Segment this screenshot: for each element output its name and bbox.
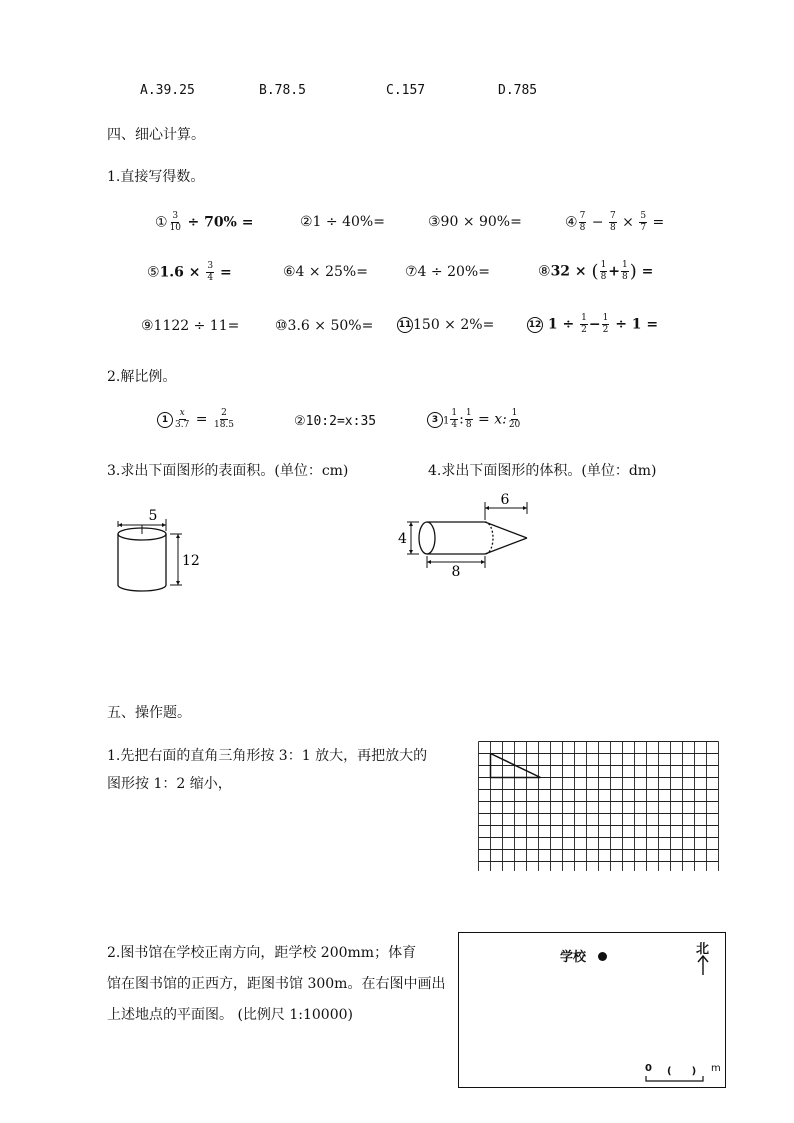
- expression-rest: ÷ 70% =: [187, 214, 254, 231]
- operator: +: [608, 263, 621, 280]
- fraction: $\frac{x}{3.7}$: [175, 408, 190, 430]
- item-marker: ⑧: [538, 263, 551, 280]
- cylinder-figure: [100, 505, 210, 600]
- school-label: 学校: [560, 950, 587, 965]
- proportion-3: [427, 409, 522, 430]
- calc-item-6: ⑥4 × 25%=: [283, 264, 368, 280]
- item-marker: ④: [565, 214, 578, 231]
- operator: −: [588, 316, 601, 333]
- q1-title: 1.直接写得数。: [107, 169, 205, 185]
- fraction: $\frac{7}{8}$: [579, 211, 586, 233]
- cone-length-label: 6: [500, 492, 510, 508]
- q2-title: 2.解比例。: [107, 369, 177, 385]
- scale-zero: 0: [645, 1063, 652, 1074]
- calc-item-9: ⑨1122 ÷ 11=: [141, 318, 240, 334]
- calc-item-8: [538, 261, 653, 282]
- section4-title: 四、细心计算。: [107, 127, 205, 143]
- fraction: $\frac{1}{8}$: [622, 260, 628, 282]
- equals: =: [652, 214, 665, 231]
- s5-q2-line1: 2.图书馆在学校正南方向，距学校 200mm；体育: [107, 945, 417, 961]
- equals: =: [195, 411, 208, 428]
- s5-q2-line2: 馆在图书馆的正西方，距图书馆 300m。在右图中画出: [107, 976, 446, 992]
- s5-q1-line2: 图形按 1：2 缩小，: [107, 776, 232, 792]
- expression: 150 × 2%=: [413, 317, 495, 333]
- fraction: $\frac{1}{20}$: [508, 408, 521, 430]
- choice-b: B.78.5: [259, 83, 306, 98]
- cylinder-length-label: 8: [451, 564, 461, 577]
- mixed-whole: 1: [443, 415, 450, 427]
- scale-unit: m: [711, 1063, 721, 1074]
- cylinder-cone-figure: [397, 492, 537, 577]
- scale-blank: ( ): [667, 1066, 697, 1077]
- fraction: $\frac{1}{4}$: [451, 408, 458, 430]
- scale-bar: [645, 1075, 705, 1083]
- choice-a: A.39.25: [140, 83, 195, 98]
- s5-q1-line1: 1.先把右面的直角三角形按 3：1 放大，再把放大的: [107, 748, 428, 764]
- item-marker: ①: [155, 214, 168, 231]
- proportion-1: [157, 409, 236, 430]
- item-marker: ⑤: [147, 264, 160, 281]
- item-marker: 11: [397, 317, 413, 333]
- fraction: $\frac{2}{18.5}$: [213, 408, 235, 430]
- calc-item-1: [155, 212, 253, 233]
- fraction: $\frac{3}{4}$: [207, 261, 214, 283]
- choice-c: C.157: [386, 83, 426, 98]
- calc-item-4: [565, 212, 664, 233]
- school-dot: [598, 952, 607, 961]
- calc-item-11: [397, 317, 494, 333]
- fraction: $\frac{1}{2}$: [581, 313, 587, 335]
- s5-q2-line3: 上述地点的平面图。 (比例尺 1:10000): [107, 1007, 353, 1023]
- item-marker: 12: [527, 317, 543, 333]
- equals-x: = x:: [478, 411, 507, 428]
- calc-item-7: ⑦4 ÷ 20%=: [405, 264, 490, 280]
- fraction: $\frac{3}{10}$: [169, 211, 182, 233]
- calc-item-10: ⑩3.6 × 50%=: [275, 318, 374, 334]
- cylinder-height-label: 12: [182, 553, 200, 569]
- fraction: $\frac{5}{7}$: [640, 211, 647, 233]
- equals: =: [220, 264, 232, 281]
- expression-pre: 32 ×: [550, 263, 587, 280]
- expression-post: ÷ 1 =: [615, 316, 659, 333]
- section5-title: 五、操作题。: [107, 705, 191, 721]
- item-marker: 1: [157, 412, 173, 428]
- expression-pre: 1 ÷: [547, 316, 575, 333]
- fraction: $\frac{1}{8}$: [600, 260, 607, 282]
- fraction: $\frac{7}{8}$: [609, 211, 616, 233]
- q3-title: 3.求出下面图形的表面积。(单位：cm): [107, 463, 349, 479]
- fraction: $\frac{1}{8}$: [465, 408, 472, 430]
- left-paren: (: [591, 261, 599, 282]
- operator: ×: [622, 214, 634, 231]
- calc-item-5: [147, 262, 232, 283]
- grid-paper: [474, 738, 719, 871]
- map-box: [458, 932, 726, 1088]
- colon: :: [459, 411, 464, 428]
- q4-title: 4.求出下面图形的体积。(单位：dm): [428, 463, 657, 479]
- fraction: $\frac{1}{2}$: [602, 313, 609, 335]
- calc-item-3: ③90 × 90%=: [428, 214, 522, 230]
- operator: −: [591, 214, 604, 231]
- choice-d: D.785: [498, 83, 538, 98]
- calc-item-2: ②1 ÷ 40%=: [300, 214, 385, 230]
- figure-height-label: 4: [398, 531, 407, 547]
- calc-item-12: [527, 314, 658, 335]
- item-marker: 3: [427, 412, 443, 428]
- north-arrow-icon: [696, 953, 710, 977]
- proportion-2: ②10:2=x:35: [294, 414, 377, 429]
- north-label: 北: [696, 942, 710, 957]
- expression-pre: 1.6 ×: [159, 264, 201, 281]
- cylinder-diameter-label: 5: [148, 508, 158, 524]
- right-paren: ): [629, 261, 637, 282]
- equals: =: [641, 263, 654, 280]
